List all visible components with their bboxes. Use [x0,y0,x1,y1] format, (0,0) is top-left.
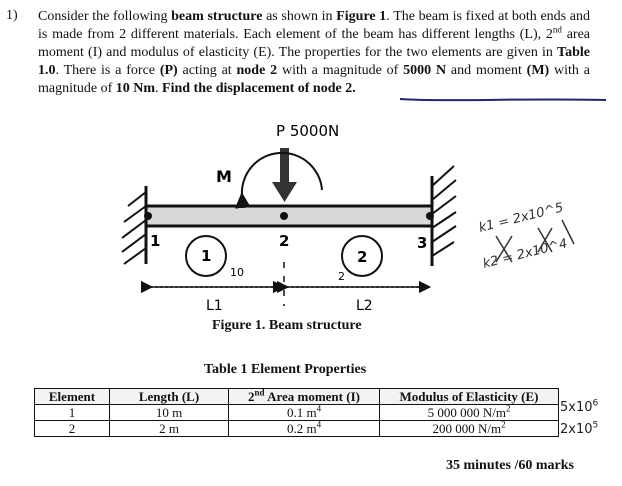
beam [146,206,432,226]
cell-length: 2 m [110,421,229,437]
question-text: Consider the following beam structure as shown in Figure 1. The beam is fixed at both ends and is made from 2 different materials. Each element of the beam has different lengths (L), 2nd area moment (I) and modulus of elasticity (E). The properties for the two elements are given in Table 1.0. There is a force (P) acting at node 2 with a magnitude of 5000 N and moment (M) with a magnitude of 10 Nm. Find the displacement of node 2. [38,9,590,96]
element-1-label: 1 [201,247,212,265]
node-1-label: 1 [150,232,161,250]
time-marks-footer: 35 minutes /60 marks [446,458,574,473]
side-note-k1: k1 = 2x10^5 [477,200,566,236]
left-fixed-support [122,186,146,264]
cell-area-moment: 0.2 $m^4$ [229,421,380,437]
cell-length: 10 m [110,405,229,421]
figure-caption: Figure 1. Beam structure [212,318,362,333]
node-1-dot [144,212,152,220]
cell-area-moment: 0.1 $m^4$ [229,405,380,421]
table-title: Table 1 Element Properties [204,362,367,377]
header-element: Element [35,389,110,405]
handwritten-2: 2 [338,270,345,283]
table-row [35,421,559,437]
handwritten-row2-note: $2x10^5$ [560,420,599,437]
handwritten-10: 10 [230,266,244,279]
node-2-label: 2 [279,232,290,250]
length-2-label: L2 [356,298,373,314]
force-label: P 5000N [276,122,340,140]
question-number: 1) [6,8,18,23]
cell-element: 2 [35,421,110,437]
handwritten-row1-note: $5x10^6$ [560,398,599,415]
node-2-dot [280,212,288,220]
side-note-k2: k2 = 2x10^4 [481,236,570,272]
header-area-moment: 2nd Area moment (I) [229,389,380,405]
right-fixed-support [432,166,456,266]
force-arrow [272,148,297,202]
moment-label: M [216,167,232,186]
table-header-row [35,389,559,405]
node-3-label: 3 [417,234,428,252]
header-modulus: Modulus of Elasticity (E) [380,389,559,405]
cell-modulus: 200 000 $N/m^2$ [380,421,559,437]
cell-element: 1 [35,405,110,421]
node-3-dot [426,212,434,220]
header-length: Length (L) [110,389,229,405]
element-2-label: 2 [357,248,368,266]
length-1-label: L1 [206,298,223,314]
handwritten-underline [400,99,606,100]
cell-modulus: 5 000 000 $N/m^2$ [380,405,559,421]
table-row [35,405,559,421]
element-properties-table [34,388,559,437]
